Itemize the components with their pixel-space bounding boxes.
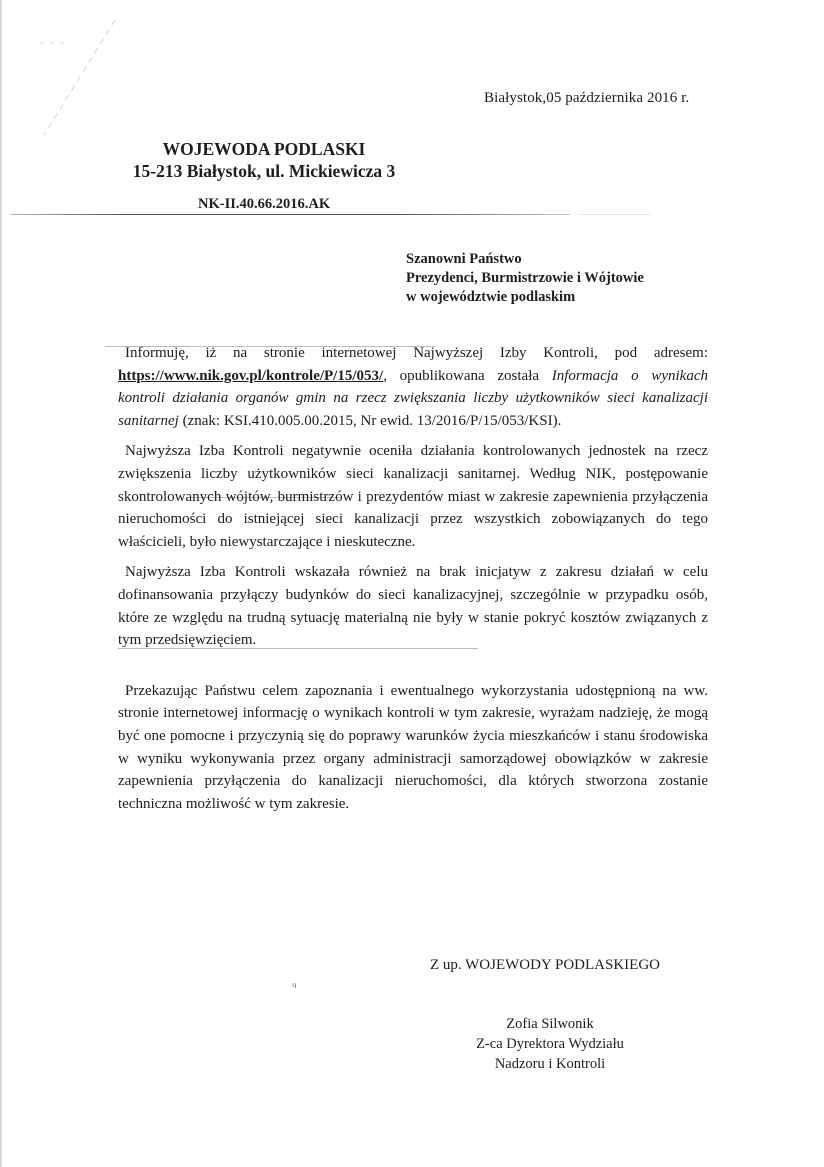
paragraph-conclusion: Przekazując Państwu celem zapoznania i ewentualnego wykorzystania udostępnioną na ww. stronie internetowej informację o wynikach kontroli w tym zakresie, wyrażam nadzieję, że mogą być one pomocne i przyczynią się do poprawy warunków życia mieszkańców i stanu środowiska w wyniku wykonywania przez organy administracji samorządowej obowiązków w zakresie zapewnienia przyłączenia do kanalizacji nieruchomości, dla których stworzona zostanie techniczna możliwość w tym zakresie. <box>118 682 708 812</box>
report-title: Informacja o wynikach kontroli działania organów gmin na rzecz zwiększania liczby użytkowników sieci kanalizacji sanitarnej <box>118 367 708 429</box>
sender-address: 15-213 Białystok, ul. Mickiewicza 3 <box>132 161 396 181</box>
sender-title: WOJEWODA PODLASKI <box>162 139 366 159</box>
signatory-department: Nadzoru i Kontroli <box>494 1056 606 1072</box>
report-reference: (znak: KSI.410.005.00.2015, Nr ewid. 13/2016/P/15/053/KSI). <box>178 412 562 429</box>
nik-report-link[interactable]: https://www.nik.gov.pl/kontrole/P/15/053/ <box>118 367 384 384</box>
header-divider-faint <box>580 214 650 215</box>
intro-after-link: , opublikowana została <box>383 367 552 384</box>
paragraph-initiatives: Najwyższa Izba Kontroli wskazała również na brak inicjatyw z zakresu działań w celu dofinansowania przyłączy budynków do sieci kanalizacyjnej, szczególnie w przypadku osób, które ze względu na trudną sytuację materialną nie były w stanie pokryć kosztów związanych z tym przedsięwzięciem. <box>118 564 708 649</box>
signatory-position: Z-ca Dyrektora Wydziału <box>476 1036 624 1052</box>
letter-body <box>118 342 708 823</box>
intro-text: Informuję, iż na stronie internetowej Najwyższej Izby Kontroli, pod adresem: <box>125 345 708 361</box>
sender-header <box>118 138 410 182</box>
reference-number: NK-II.40.66.2016.AK <box>198 196 331 212</box>
scan-pencil-mark <box>40 15 120 135</box>
signature-block <box>460 1014 640 1074</box>
addressee-line: Szanowni Państwo <box>406 251 522 267</box>
paragraph-intro <box>118 342 708 432</box>
signature-on-behalf: Z up. WOJEWODY PODLASKIEGO <box>430 957 660 973</box>
signatory-name: Zofia Silwonik <box>506 1016 594 1032</box>
addressee-block <box>406 250 644 307</box>
scan-page-edge <box>0 0 2 1167</box>
place-and-date: Białystok,05 października 2016 r. <box>484 90 690 106</box>
stray-ink-mark: ч <box>292 980 297 990</box>
paragraph-assessment: Najwyższa Izba Kontroli negatywnie oceniła działania kontrolowanych jednostek na rzecz zwiększenia liczby użytkowników sieci kanalizacji sanitarnej. Według NIK, postępowanie skontrolowanych wójtów, burmistrzów i prezydentów miast w zakresie zapewnienia przyłączenia nieruchomości do istniejącej sieci kanalizacji przez wszystkich zobowiązanych do tego właścicieli, było niewystarczające i nieskuteczne. <box>118 443 708 550</box>
addressee-line: Prezydenci, Burmistrzowie i Wójtowie <box>406 270 644 286</box>
header-divider <box>10 214 570 215</box>
addressee-line: w województwie podlaskim <box>406 289 576 305</box>
